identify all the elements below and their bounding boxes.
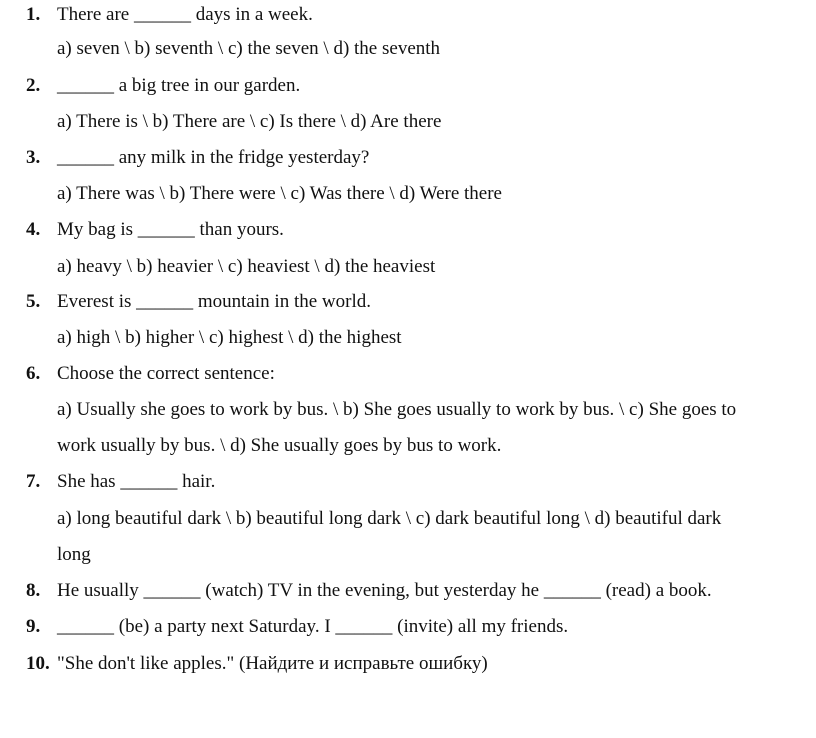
question-number: 6. bbox=[26, 363, 41, 384]
options-line: work usually by bus. \ d) She usually goes by bus to work. bbox=[57, 435, 502, 456]
question-number: 2. bbox=[26, 75, 41, 96]
question-number: 8. bbox=[26, 580, 41, 601]
question-number: 5. bbox=[26, 291, 41, 312]
question-text: Everest is ______ mountain in the world. bbox=[57, 291, 371, 312]
question-number: 9. bbox=[26, 616, 41, 637]
question-text: ______ a big tree in our garden. bbox=[57, 75, 301, 96]
question-text: ______ any milk in the fridge yesterday? bbox=[57, 147, 370, 168]
options-line: a) seven \ b) seventh \ c) the seven \ d) the seventh bbox=[57, 38, 441, 59]
question-text: He usually ______ (watch) TV in the evening, but yesterday he ______ (read) a book. bbox=[57, 580, 712, 601]
question-text: My bag is ______ than yours. bbox=[57, 219, 284, 240]
question-number: 10. bbox=[26, 653, 50, 674]
options-line: a) heavy \ b) heavier \ c) heaviest \ d) the heaviest bbox=[57, 256, 436, 277]
question-number: 1. bbox=[26, 4, 41, 25]
question-number: 7. bbox=[26, 471, 41, 492]
question-number: 3. bbox=[26, 147, 41, 168]
question-text: She has ______ hair. bbox=[57, 471, 216, 492]
options-line: a) Usually she goes to work by bus. \ b) She goes usually to work by bus. \ c) She goes to bbox=[57, 399, 737, 420]
question-text: "She don't like apples." (Найдите и исправьте ошибку) bbox=[57, 653, 488, 674]
options-line: a) long beautiful dark \ b) beautiful long dark \ c) dark beautiful long \ d) beautiful dark bbox=[57, 508, 722, 529]
options-line: a) There was \ b) There were \ c) Was there \ d) Were there bbox=[57, 183, 502, 204]
question-text: ______ (be) a party next Saturday. I ______ (invite) all my friends. bbox=[57, 616, 569, 637]
options-line: a) high \ b) higher \ c) highest \ d) the highest bbox=[57, 327, 402, 348]
question-number: 4. bbox=[26, 219, 41, 240]
options-line: long bbox=[57, 544, 91, 565]
question-text: There are ______ days in a week. bbox=[57, 4, 313, 25]
options-line: a) There is \ b) There are \ c) Is there \ d) Are there bbox=[57, 111, 442, 132]
question-text: Choose the correct sentence: bbox=[57, 363, 275, 384]
